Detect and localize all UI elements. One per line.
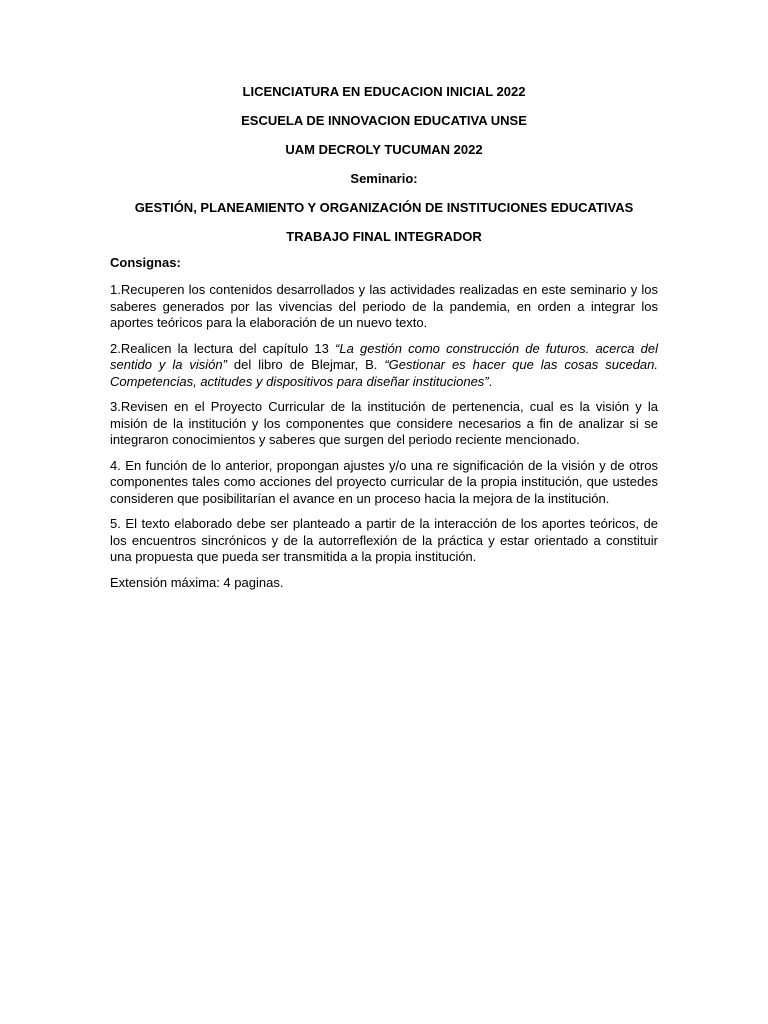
- degree-title: LICENCIATURA EN EDUCACION INICIAL 2022: [242, 84, 526, 99]
- instruction-2-chapter-title: “La gestión como construcción de futuros. acerca del sentido y la visión”: [110, 340, 658, 372]
- seminar-title: GESTIÓN, PLANEAMIENTO Y ORGANIZACIÓN DE INSTITUCIONES EDUCATIVAS: [134, 200, 634, 215]
- document-page: [110, 84, 658, 600]
- instruction-2-suffix: .: [488, 373, 493, 389]
- institution-title: UAM DECROLY TUCUMAN 2022: [285, 142, 483, 157]
- instruction-2-prefix: 2.Realicen la lectura del capítulo 13: [110, 340, 336, 356]
- instruction-2-middle: del libro de Blejmar, B.: [226, 357, 385, 372]
- extension-note: Extensión máxima: 4 paginas.: [110, 574, 284, 590]
- consignas-heading: Consignas:: [110, 255, 181, 270]
- instruction-4: 4. En función de lo anterior, propongan ajustes y/o una re significación de la visión y de otros componentes tales como acciones del proyecto curricular de la propia institución, que ustedes consideren que posibilitarían el avance en un proceso hacia la mejora de la institución.: [110, 457, 658, 506]
- instruction-3: 3.Revisen en el Proyecto Curricular de la institución de pertenencia, cual es la visión y la misión de la institución y los componentes que considere necesarios a fin de analizar si se integraron conocimientos y saberes que surgen del periodo reciente mencionado.: [110, 399, 658, 447]
- instruction-5: 5. El texto elaborado debe ser planteado a partir de la interacción de los aportes teóricos, de los encuentros sincrónicos y de la autorreflexión de la práctica y estar orientado a constituir una propuesta que pueda ser transmitida a la propia institución.: [110, 516, 658, 564]
- instruction-2: [110, 341, 658, 391]
- title-block: [110, 84, 658, 245]
- work-title: TRABAJO FINAL INTEGRADOR: [286, 229, 482, 244]
- instruction-2-book-title: “Gestionar es hacer que las cosas sucedan. Competencias, actitudes y dispositivos para diseñar instituciones”: [110, 357, 658, 389]
- instruction-1: 1.Recuperen los contenidos desarrollados y las actividades realizadas en este seminario y los saberes generados por las vivencias del periodo de la pandemia, en orden a integrar los aportes teóricos para la elaboración de un nuevo texto.: [110, 282, 658, 330]
- school-title: ESCUELA DE INNOVACION EDUCATIVA UNSE: [241, 113, 527, 128]
- seminar-label: Seminario:: [350, 171, 418, 186]
